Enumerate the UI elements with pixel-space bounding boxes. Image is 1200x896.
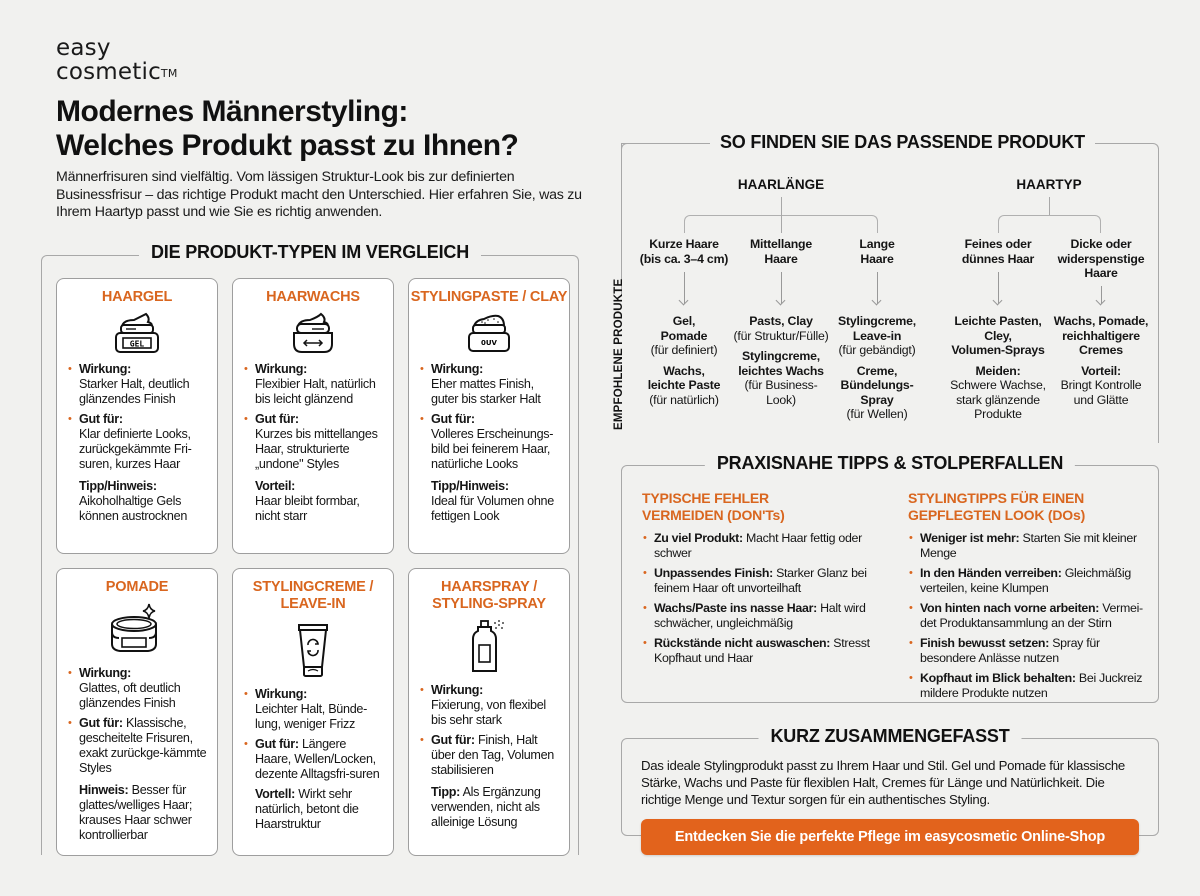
arrow-down-icon [877, 272, 878, 304]
tree-connector [781, 215, 782, 233]
title-line-1: Modernes Männerstyling: [56, 95, 408, 128]
card-stylingpaste-clay [408, 278, 570, 554]
clay-jar-icon [464, 312, 514, 354]
card-item: • Wirkung: Fixierung, von flexibel bis sehr stark [419, 683, 559, 728]
card-item: • Wirkung: Glattes, oft deutlich glänzendes Finish [67, 666, 207, 711]
tree-bracket [998, 215, 1101, 233]
recommendation-lange-haare: Stylingcreme, Leave-in (für gebändigt) Creme, Bündelungs- Spray (für Wellen) [837, 314, 917, 421]
recommendation-dicke-haare: Wachs, Pomade, reichhaltigere Cremes Vorteil: Bringt Kontrolle und Glätte [1053, 314, 1149, 407]
card-stylingcreme-leave-in [232, 568, 394, 856]
card-item: • Wirkung: Leichter Halt, Bünde-lung, weniger Frizz [243, 687, 383, 732]
card-item: • Gut für: Klar definierte Looks, zurückgekämmte Fri-suren, kurzes Haar [67, 412, 207, 472]
card-item: • Wirkung: Starker Halt, deutlich glänzendes Finish [67, 362, 207, 407]
brand-line2: cosmetic [56, 59, 161, 85]
page-title [56, 95, 596, 163]
dos-column [908, 490, 1153, 706]
wax-jar-icon [288, 312, 338, 354]
svg-text:0UV: 0UV [481, 339, 497, 347]
tree-connector [1049, 197, 1050, 215]
card-title: HAARGEL [101, 289, 173, 305]
do-item: • Von hinten nach vorne arbeiten: Vermei-det Produktansammlung an der Stirn [908, 601, 1153, 631]
tips-section [621, 453, 1159, 703]
recommendation-kurze-haare: Gel, Pomade (für definiert) Wachs, leichte Paste (für natürlich) [647, 314, 721, 407]
card-item: • Gut für: Kurzes bis mittellanges Haar, strukturierte „undone" Styles [243, 412, 383, 472]
donts-column [642, 490, 887, 671]
do-item: • In den Händen verreiben: Gleichmäßig verteilen, keine Klumpen [908, 566, 1153, 596]
recommended-products-label: EMPFOHLENE PRODUKTE [613, 278, 625, 430]
card-note: Vorteil: Haar bleibt formbar, nicht starr [255, 479, 360, 523]
branch-kurze-haare: Kurze Haare (bis ca. 3–4 cm) [639, 237, 729, 266]
tree-heading-haarlaenge: HAARLÄNGE [737, 177, 825, 192]
spray-can-icon [469, 619, 509, 675]
trademark: TM [160, 67, 178, 80]
title-line-2: Welches Produkt passt zu Ihnen? [56, 129, 519, 162]
product-comparison-section [41, 242, 579, 855]
card-title: STYLINGCREME / LEAVE-IN [252, 579, 374, 612]
summary-title: KURZ ZUSAMMENGEFASST [758, 726, 1021, 747]
brand-logo [56, 36, 178, 84]
card-pomade [56, 568, 218, 856]
branch-feines-haar: Feines oder dünnes Haar [961, 237, 1035, 266]
card-item: • Gut für: Längere Haare, Wellen/Locken, dezente Alltagsfri-suren [243, 737, 383, 782]
card-item: • Gut für: Finish, Halt über den Tag, Volumen stabilisieren [419, 733, 559, 778]
cream-tube-icon [296, 623, 330, 679]
donts-heading: TYPISCHE FEHLER VERMEIDEN (DON'Ts) [642, 490, 785, 523]
dont-item: • Zu viel Produkt: Macht Haar fettig oder schwer [642, 531, 887, 561]
card-haarspray [408, 568, 570, 856]
dont-item: • Wachs/Paste ins nasse Haar: Halt wird schwächer, ungleichmäßig [642, 601, 887, 631]
do-item: • Kopfhaut im Blick behalten: Bei Juckreiz mildere Produkte nutzen [908, 671, 1153, 701]
do-item: • Finish bewusst setzen: Spray für besondere Anlässe nutzen [908, 636, 1153, 666]
card-title: HAARWACHS [266, 289, 360, 305]
branch-dicke-haare: Dicke oder widerspenstige Haare [1057, 237, 1145, 280]
dont-item: • Unpassendes Finish: Starker Glanz bei feinem Haar oft unvorteilhaft [642, 566, 887, 596]
section-title: DIE PRODUKT-TYPEN IM VERGLEICH [139, 242, 481, 263]
card-item: • Wirkung: Eher mattes Finish, guter bis starker Halt [419, 362, 559, 407]
tree-connector [781, 197, 782, 215]
finder-corner [621, 143, 633, 155]
arrow-down-icon [781, 272, 782, 304]
recommendation-mittellange-haare: Pasts, Clay (für Struktur/Fülle) Stylingcreme, leichtes Wachs (für Business- Look) [733, 314, 829, 407]
dont-item: • Rückstände nicht auswaschen: Stresst Kopfhaut und Haar [642, 636, 887, 666]
intro-text: Männerfrisuren sind vielfältig. Vom lässigen Struktur-Look bis zur definierten Businessfrisur – das richtige Produkt macht den Unterschied. Hier erfahren Sie, was zu Ihrem Haartyp passt und wie Sie es richtig anwenden. [56, 169, 582, 220]
card-note: Vortell: Wirkt sehr natürlich, betont die Haarstruktur [255, 787, 359, 831]
card-title: POMADE [105, 579, 169, 595]
gel-jar-icon [112, 312, 162, 354]
finder-title: SO FINDEN SIE DAS PASSENDE PRODUKT [710, 132, 1095, 153]
card-note: Tipp/Hinweis: Aikoholhaltige Gels können austrocknen [79, 479, 188, 523]
card-item: • Gut für: Volleres Erscheinungs-bild bei feinerem Haar, natürliche Looks [419, 412, 559, 472]
finder-left-border [621, 143, 622, 295]
card-note: Tipp/Hinweis: Ideal für Volumen ohne fettigen Look [431, 479, 554, 523]
arrow-down-icon [1101, 286, 1102, 304]
card-item: • Gut für: Klassische, gescheitelte Frisuren, exakt zurückge-kämmte Styles [67, 716, 207, 776]
do-item: • Weniger ist mehr: Starten Sie mit kleiner Menge [908, 531, 1153, 561]
tree-heading-haartyp: HAARTYP [1016, 177, 1082, 192]
tips-title: PRAXISNAHE TIPPS & STOLPERFALLEN [705, 453, 1075, 474]
pomade-tin-icon [107, 600, 167, 658]
svg-text:GEL: GEL [129, 339, 145, 349]
card-title: HAARSPRAY / STYLING-SPRAY [432, 579, 546, 612]
card-haarwachs [232, 278, 394, 554]
dos-heading: STYLINGTIPPS FÜR EINEN GEPFLEGTEN LOOK (DOs) [908, 490, 1086, 523]
card-title: STYLINGPASTE / CLAY [410, 289, 568, 305]
recommendation-feines-haar: Leichte Pasten, Cley, Volumen-Sprays Meiden: Schwere Wachse, stark glänzende Produkte [950, 314, 1046, 421]
summary-text: Das ideale Stylingprodukt passt zu Ihrem Haar und Stil. Gel und Pomade für klassische Stärke, Wachs und Paste für flexiblen Halt, Cremes für Länge und Natürlichkeit. Die richtige Menge und Textur sorgen für ein authentisches Styling. [641, 758, 1125, 807]
cta-label: Entdecken Sie die perfekte Pflege im easycosmetic Online-Shop [674, 829, 1106, 845]
card-note: Hinweis: Besser für glattes/welliges Haar; krauses Haar schwer kontrollierbar [79, 783, 193, 842]
arrow-down-icon [998, 272, 999, 304]
branch-lange-haare: Lange Haare [859, 237, 895, 266]
brand-line1: easy [56, 35, 111, 61]
branch-mittellange-haare: Mittellange Haare [749, 237, 813, 266]
card-item: • Wirkung: Flexibier Halt, natürlich bis leicht glänzend [243, 362, 383, 407]
card-note: Tipp: Als Ergänzung verwenden, nicht als alleinige Lösung [431, 785, 541, 829]
arrow-down-icon [684, 272, 685, 304]
card-haargel [56, 278, 218, 554]
shop-cta-button[interactable] [641, 819, 1139, 855]
